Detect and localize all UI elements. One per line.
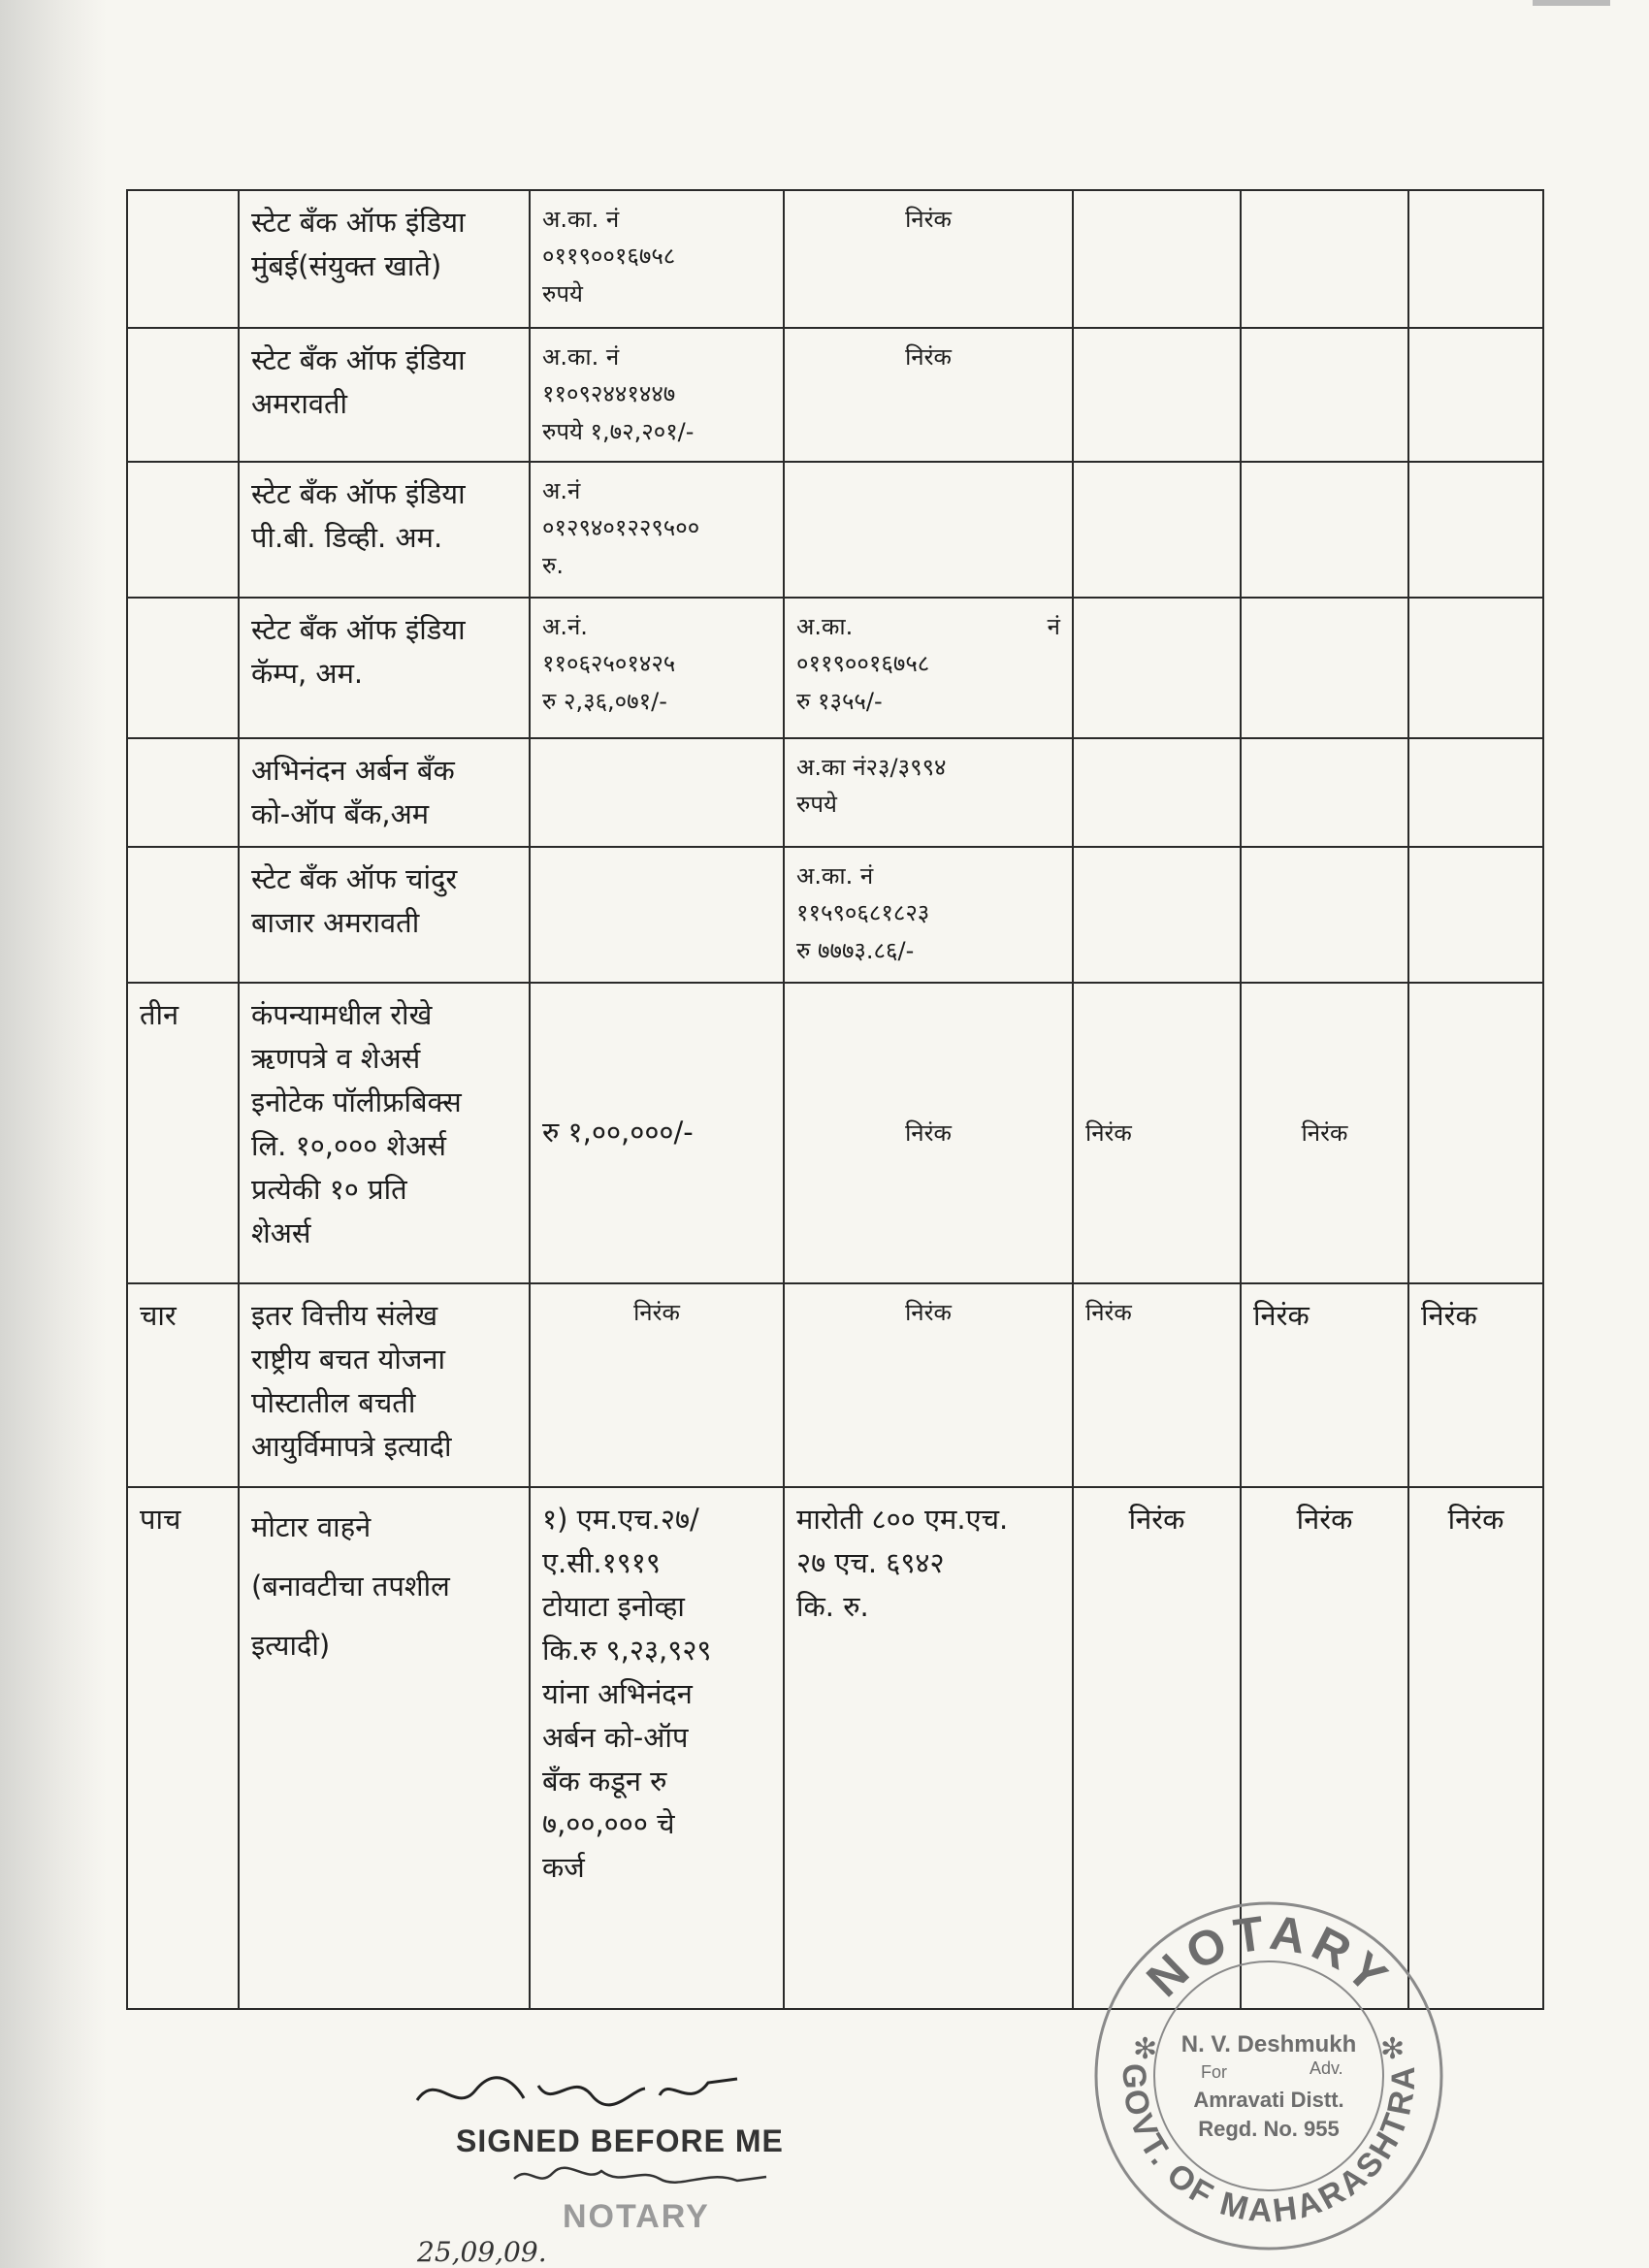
seal-adv-label: Adv. — [1310, 2058, 1343, 2078]
empty-cell — [1073, 598, 1241, 738]
description-cell — [239, 598, 530, 738]
cell-line: १) एम.एच.२७/ — [542, 1502, 699, 1536]
value-cell: निरंक — [784, 190, 1073, 328]
cell-line: कंपन्यामधील रोखे — [251, 997, 433, 1031]
serial-cell: पाच — [127, 1487, 239, 2009]
cell-line: अर्बन को-ऑप — [542, 1720, 689, 1754]
cell-line: स्टेट बँक ऑफ इंडिया — [251, 477, 466, 510]
empty-cell — [530, 738, 784, 847]
cell-line: रु ७७७३.८६/- — [796, 936, 915, 964]
cell-line: ७,००,००० चे — [542, 1807, 675, 1841]
cell-line: अ.नं. — [542, 613, 588, 640]
description-cell — [239, 328, 530, 462]
seal-registration: Regd. No. 955 — [1198, 2117, 1340, 2141]
cell-line: लि. १०,००० शेअर्स — [251, 1128, 446, 1162]
table-row — [127, 983, 1543, 1283]
cell-line: रु २,३६,०७१/- — [542, 687, 667, 715]
cell-line: रुपये — [796, 791, 837, 819]
cell-line: बाजार अमरावती — [251, 905, 420, 939]
cell-line: पी.बी. डिव्ही. अम. — [251, 520, 443, 554]
account-cell — [784, 847, 1073, 983]
cell-line: २७ एच. ६९४२ — [796, 1545, 945, 1579]
cell-line: आयुर्विमापत्रे इत्यादी — [251, 1429, 452, 1463]
value-cell: निरंक — [784, 983, 1073, 1283]
table-row — [127, 847, 1543, 983]
description-cell — [239, 738, 530, 847]
cell-line: अमरावती — [251, 386, 348, 420]
description-cell — [239, 462, 530, 598]
cell-line: अभिनंदन अर्बन बँक — [251, 754, 455, 787]
empty-cell — [1073, 847, 1241, 983]
seal-for-label: For — [1201, 2062, 1227, 2082]
value-cell: निरंक — [1073, 1487, 1241, 2009]
table-row — [127, 328, 1543, 462]
cell-line: अ.का. नं — [542, 343, 620, 371]
cell-line: स्टेट बँक ऑफ इंडिया — [251, 343, 466, 376]
value-cell: निरंक — [1241, 1487, 1408, 2009]
description-cell — [239, 1487, 530, 2009]
serial-cell — [127, 190, 239, 328]
empty-cell — [1073, 190, 1241, 328]
cell-line: ०११९००१६७५८ — [542, 243, 676, 271]
account-cell — [784, 598, 1073, 738]
cell-line: ०११९००१६७५८ — [796, 650, 930, 678]
description-cell — [239, 983, 530, 1283]
empty-cell — [1408, 983, 1543, 1283]
cell-line: कि. रु. — [796, 1589, 869, 1623]
cell-line: ११०६२५०१४२५ — [542, 650, 676, 678]
empty-cell — [1073, 462, 1241, 598]
empty-cell — [1241, 847, 1408, 983]
value-cell: निरंक — [1241, 1283, 1408, 1487]
cell-line: ११०९२४४१४४७ — [542, 380, 676, 408]
vehicle-cell — [784, 1487, 1073, 2009]
empty-cell — [1408, 598, 1543, 738]
serial-cell: तीन — [127, 983, 239, 1283]
notary-label: NOTARY — [563, 2198, 710, 2235]
cell-line: ०१२९४०१२२९५०० — [542, 514, 700, 542]
cell-line: कि.रु ९,२३,९२९ — [542, 1633, 712, 1667]
seal-bottom-text: GOVT. OF MAHARASHTRA — [1115, 2062, 1423, 2230]
empty-cell — [1073, 328, 1241, 462]
description-cell — [239, 1283, 530, 1487]
cell-line: अ.नं — [542, 477, 581, 504]
account-cell — [784, 738, 1073, 847]
cell-line: रुपये — [542, 279, 583, 308]
account-prefix: अ.का. — [796, 613, 854, 640]
table-row — [127, 1283, 1543, 1487]
empty-cell — [1073, 738, 1241, 847]
cell-line: बँक कडून रु — [542, 1764, 667, 1798]
description-cell — [239, 190, 530, 328]
empty-cell — [1408, 738, 1543, 847]
empty-cell — [1241, 190, 1408, 328]
cell-line: ११५९०६८१८२३ — [796, 899, 930, 927]
cell-line — [796, 608, 1060, 645]
seal-inner-ring — [1154, 1961, 1383, 2190]
page-binding-shadow — [0, 0, 107, 2268]
cell-line: कॅम्प, अम. — [251, 656, 364, 690]
seal-district: Amravati Distt. — [1193, 2088, 1344, 2112]
cell-line: यांना अभिनंदन — [542, 1676, 693, 1710]
account-cell — [530, 462, 784, 598]
empty-cell — [1408, 328, 1543, 462]
cell-line: राष्ट्रीय बचत योजना — [251, 1342, 446, 1376]
value-cell: निरंक — [1408, 1283, 1543, 1487]
table-row — [127, 738, 1543, 847]
handwritten-signature — [378, 2061, 766, 2120]
value-cell: रु १,००,०००/- — [530, 983, 784, 1283]
empty-cell — [1241, 328, 1408, 462]
empty-cell — [1241, 598, 1408, 738]
value-cell: निरंक — [1241, 983, 1408, 1283]
cell-line: स्टेट बँक ऑफ इंडिया — [251, 613, 466, 646]
account-cell — [530, 328, 784, 462]
empty-cell — [1408, 462, 1543, 598]
cell-line: ऋणपत्रे व शेअर्स — [251, 1041, 421, 1075]
cell-line: मोटार वाहने — [251, 1509, 372, 1543]
notary-seal-stamp — [1084, 1892, 1453, 2260]
cell-line: इतर वित्तीय संलेख — [251, 1298, 438, 1332]
empty-cell — [1408, 190, 1543, 328]
cell-line: स्टेट बँक ऑफ इंडिया — [251, 206, 466, 239]
value-cell: निरंक — [1073, 1283, 1241, 1487]
cell-line: अ.का नं२३/३९९४ — [796, 754, 947, 781]
cell-line: अ.का. नं — [542, 206, 620, 233]
serial-cell — [127, 598, 239, 738]
value-cell — [784, 462, 1073, 598]
page-edge-mark — [1533, 0, 1610, 6]
seal-name: N. V. Deshmukh — [1180, 2031, 1357, 2057]
cell-line: ए.सी.१९१९ — [542, 1545, 661, 1579]
cell-line: प्रत्येकी १० प्रति — [251, 1172, 407, 1206]
cell-line: मारोती ८०० एम.एच. — [796, 1502, 1009, 1536]
cell-line: को-ऑप बँक,अम — [251, 796, 430, 830]
table-row — [127, 598, 1543, 738]
vehicle-cell — [530, 1487, 784, 2009]
empty-cell — [1408, 847, 1543, 983]
serial-cell — [127, 328, 239, 462]
cell-line: रु. — [542, 551, 564, 579]
value-cell: निरंक — [530, 1283, 784, 1487]
cell-line: इनोटेक पॉलीफ्रबिक्स — [251, 1085, 462, 1118]
serial-cell — [127, 738, 239, 847]
value-cell: निरंक — [784, 328, 1073, 462]
cell-line: स्टेट बँक ऑफ चांदुर — [251, 861, 458, 895]
value-cell: निरंक — [1408, 1487, 1543, 2009]
cell-line: कर्ज — [542, 1851, 585, 1885]
serial-cell — [127, 462, 239, 598]
asset-declaration-table — [126, 189, 1544, 2010]
cell-line: शेअर्स — [251, 1215, 311, 1249]
cell-line: अ.का. नं — [796, 861, 874, 890]
value-cell: निरंक — [784, 1283, 1073, 1487]
signed-before-me-stamp: SIGNED BEFORE ME — [456, 2123, 784, 2158]
serial-cell — [127, 847, 239, 983]
cell-line: इत्यादी) — [251, 1628, 331, 1662]
seal-top-text: NOTARY — [1136, 1904, 1402, 2008]
notary-signature — [504, 2159, 776, 2192]
seal-star-left: ✻ — [1133, 2033, 1158, 2065]
value-cell: निरंक — [1073, 983, 1241, 1283]
cell-line: टोयाटा इनोव्हा — [542, 1589, 685, 1623]
cell-line: मुंबई(संयुक्त खाते) — [251, 248, 442, 282]
description-cell — [239, 847, 530, 983]
seal-star-right: ✻ — [1380, 2033, 1406, 2065]
account-cell — [530, 190, 784, 328]
account-number-label: नं — [1047, 613, 1060, 640]
account-cell — [530, 598, 784, 738]
table-row — [127, 462, 1543, 598]
serial-cell: चार — [127, 1283, 239, 1487]
cell-line: रु १३५५/- — [796, 687, 883, 715]
cell-line: पोस्टातील बचती — [251, 1385, 416, 1419]
empty-cell — [1241, 462, 1408, 598]
empty-cell — [1241, 738, 1408, 847]
cell-line: रुपये १,७२,२०१/- — [542, 417, 695, 445]
signature-block — [378, 2061, 883, 2268]
cell-line: (बनावटीचा तपशील — [251, 1569, 450, 1603]
signature-date: 25,09,09. — [417, 2236, 547, 2268]
table-row — [127, 190, 1543, 328]
empty-cell — [530, 847, 784, 983]
